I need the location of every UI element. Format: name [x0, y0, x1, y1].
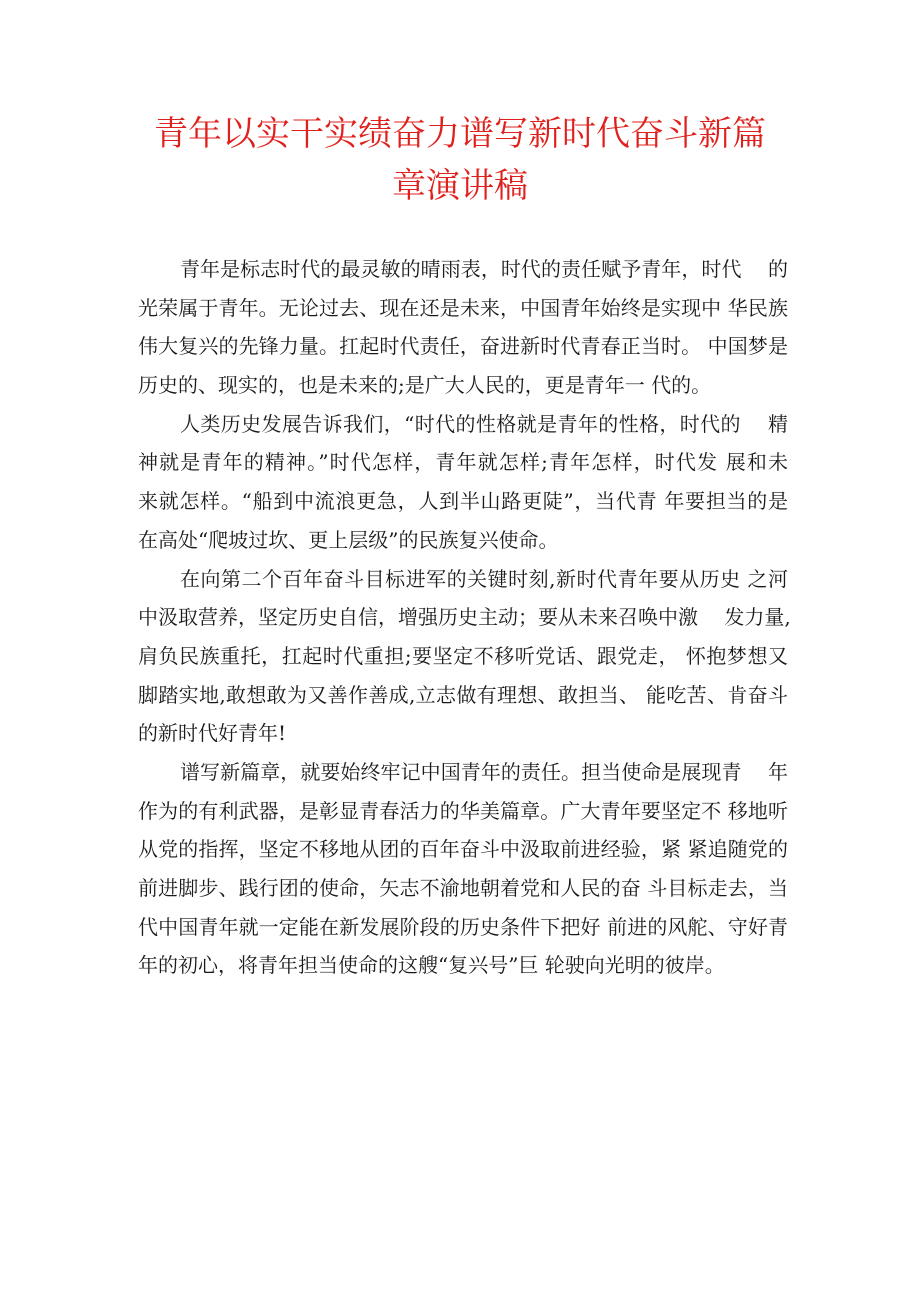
- paragraph-line: 从党的指挥，坚定不移地从团的百年奋斗中汲取前进经验，紧 紧追随党的: [138, 837, 788, 862]
- title-line-2: 章演讲稿: [392, 166, 528, 206]
- paragraph-line: 谱写新篇章，就要始终牢记中国青年的责任。担当使命是展现青 年: [180, 759, 788, 784]
- paragraph-line: 在高处“爬坡过坎、更上层级”的民族复兴使命。: [138, 527, 559, 552]
- paragraph-line: 伟大复兴的先锋力量。扛起时代责任，奋进新时代青春正当时。 中国梦是: [138, 334, 788, 359]
- paragraph-line: 神就是青年的精神。”时代怎样，青年就怎样;青年怎样，时代发 展和未: [138, 450, 788, 475]
- paragraph: [138, 753, 788, 985]
- paragraph-line: 历史的、现实的，也是未来的;是广大人民的，更是青年一 代的。: [138, 373, 712, 398]
- paragraph: [138, 250, 788, 405]
- paragraph: [138, 405, 788, 560]
- paragraph-line: 脚踏实地,敢想敢为又善作善成,立志做有理想、敢担当、 能吃苦、肯奋斗: [138, 682, 788, 707]
- paragraph-line: 肩负民族重托，扛起时代重担;要坚定不移听党话、跟党走， 怀抱梦想又: [138, 643, 788, 668]
- document-body: [138, 250, 791, 985]
- paragraph-line: 青年是标志时代的最灵敏的晴雨表，时代的责任赋予青年，时代 的: [180, 257, 788, 281]
- paragraph-line: 来就怎样。“船到中流浪更急，人到半山路更陡”，当代青 年要担当的是: [138, 489, 788, 514]
- paragraph-line: 代中国青年就一定能在新发展阶段的历史条件下把好 前进的风舵、守好青: [138, 914, 788, 939]
- paragraph-line: 人类历史发展告诉我们，“时代的性格就是青年的性格，时代的 精: [180, 411, 788, 436]
- paragraph-line: 的新时代好青年!: [138, 721, 287, 746]
- paragraph-line: 作为的有利武器，是彰显青春活力的华美篇章。广大青年要坚定不 移地听: [138, 798, 788, 823]
- page-title: [110, 108, 810, 212]
- paragraph-line: 在向第二个百年奋斗目标进军的关键时刻,新时代青年要从历史 之河: [180, 566, 788, 591]
- title-line-1: 青年以实干实绩奋力谱写新时代奋斗新篇: [154, 114, 766, 154]
- paragraph-line: 光荣属于青年。无论过去、现在还是未来，中国青年始终是实现中 华民族: [138, 295, 788, 320]
- paragraph: [138, 560, 791, 753]
- paragraph-line: 中汲取营养，坚定历史自信，增强历史主动；要从未来召唤中激 发力量,: [138, 605, 791, 630]
- paragraph-line: 年的初心，将青年担当使命的这艘“复兴号”巨 轮驶向光明的彼岸。: [138, 953, 725, 978]
- paragraph-line: 前进脚步、践行团的使命，矢志不渝地朝着党和人民的奋 斗目标走去，当: [138, 876, 788, 900]
